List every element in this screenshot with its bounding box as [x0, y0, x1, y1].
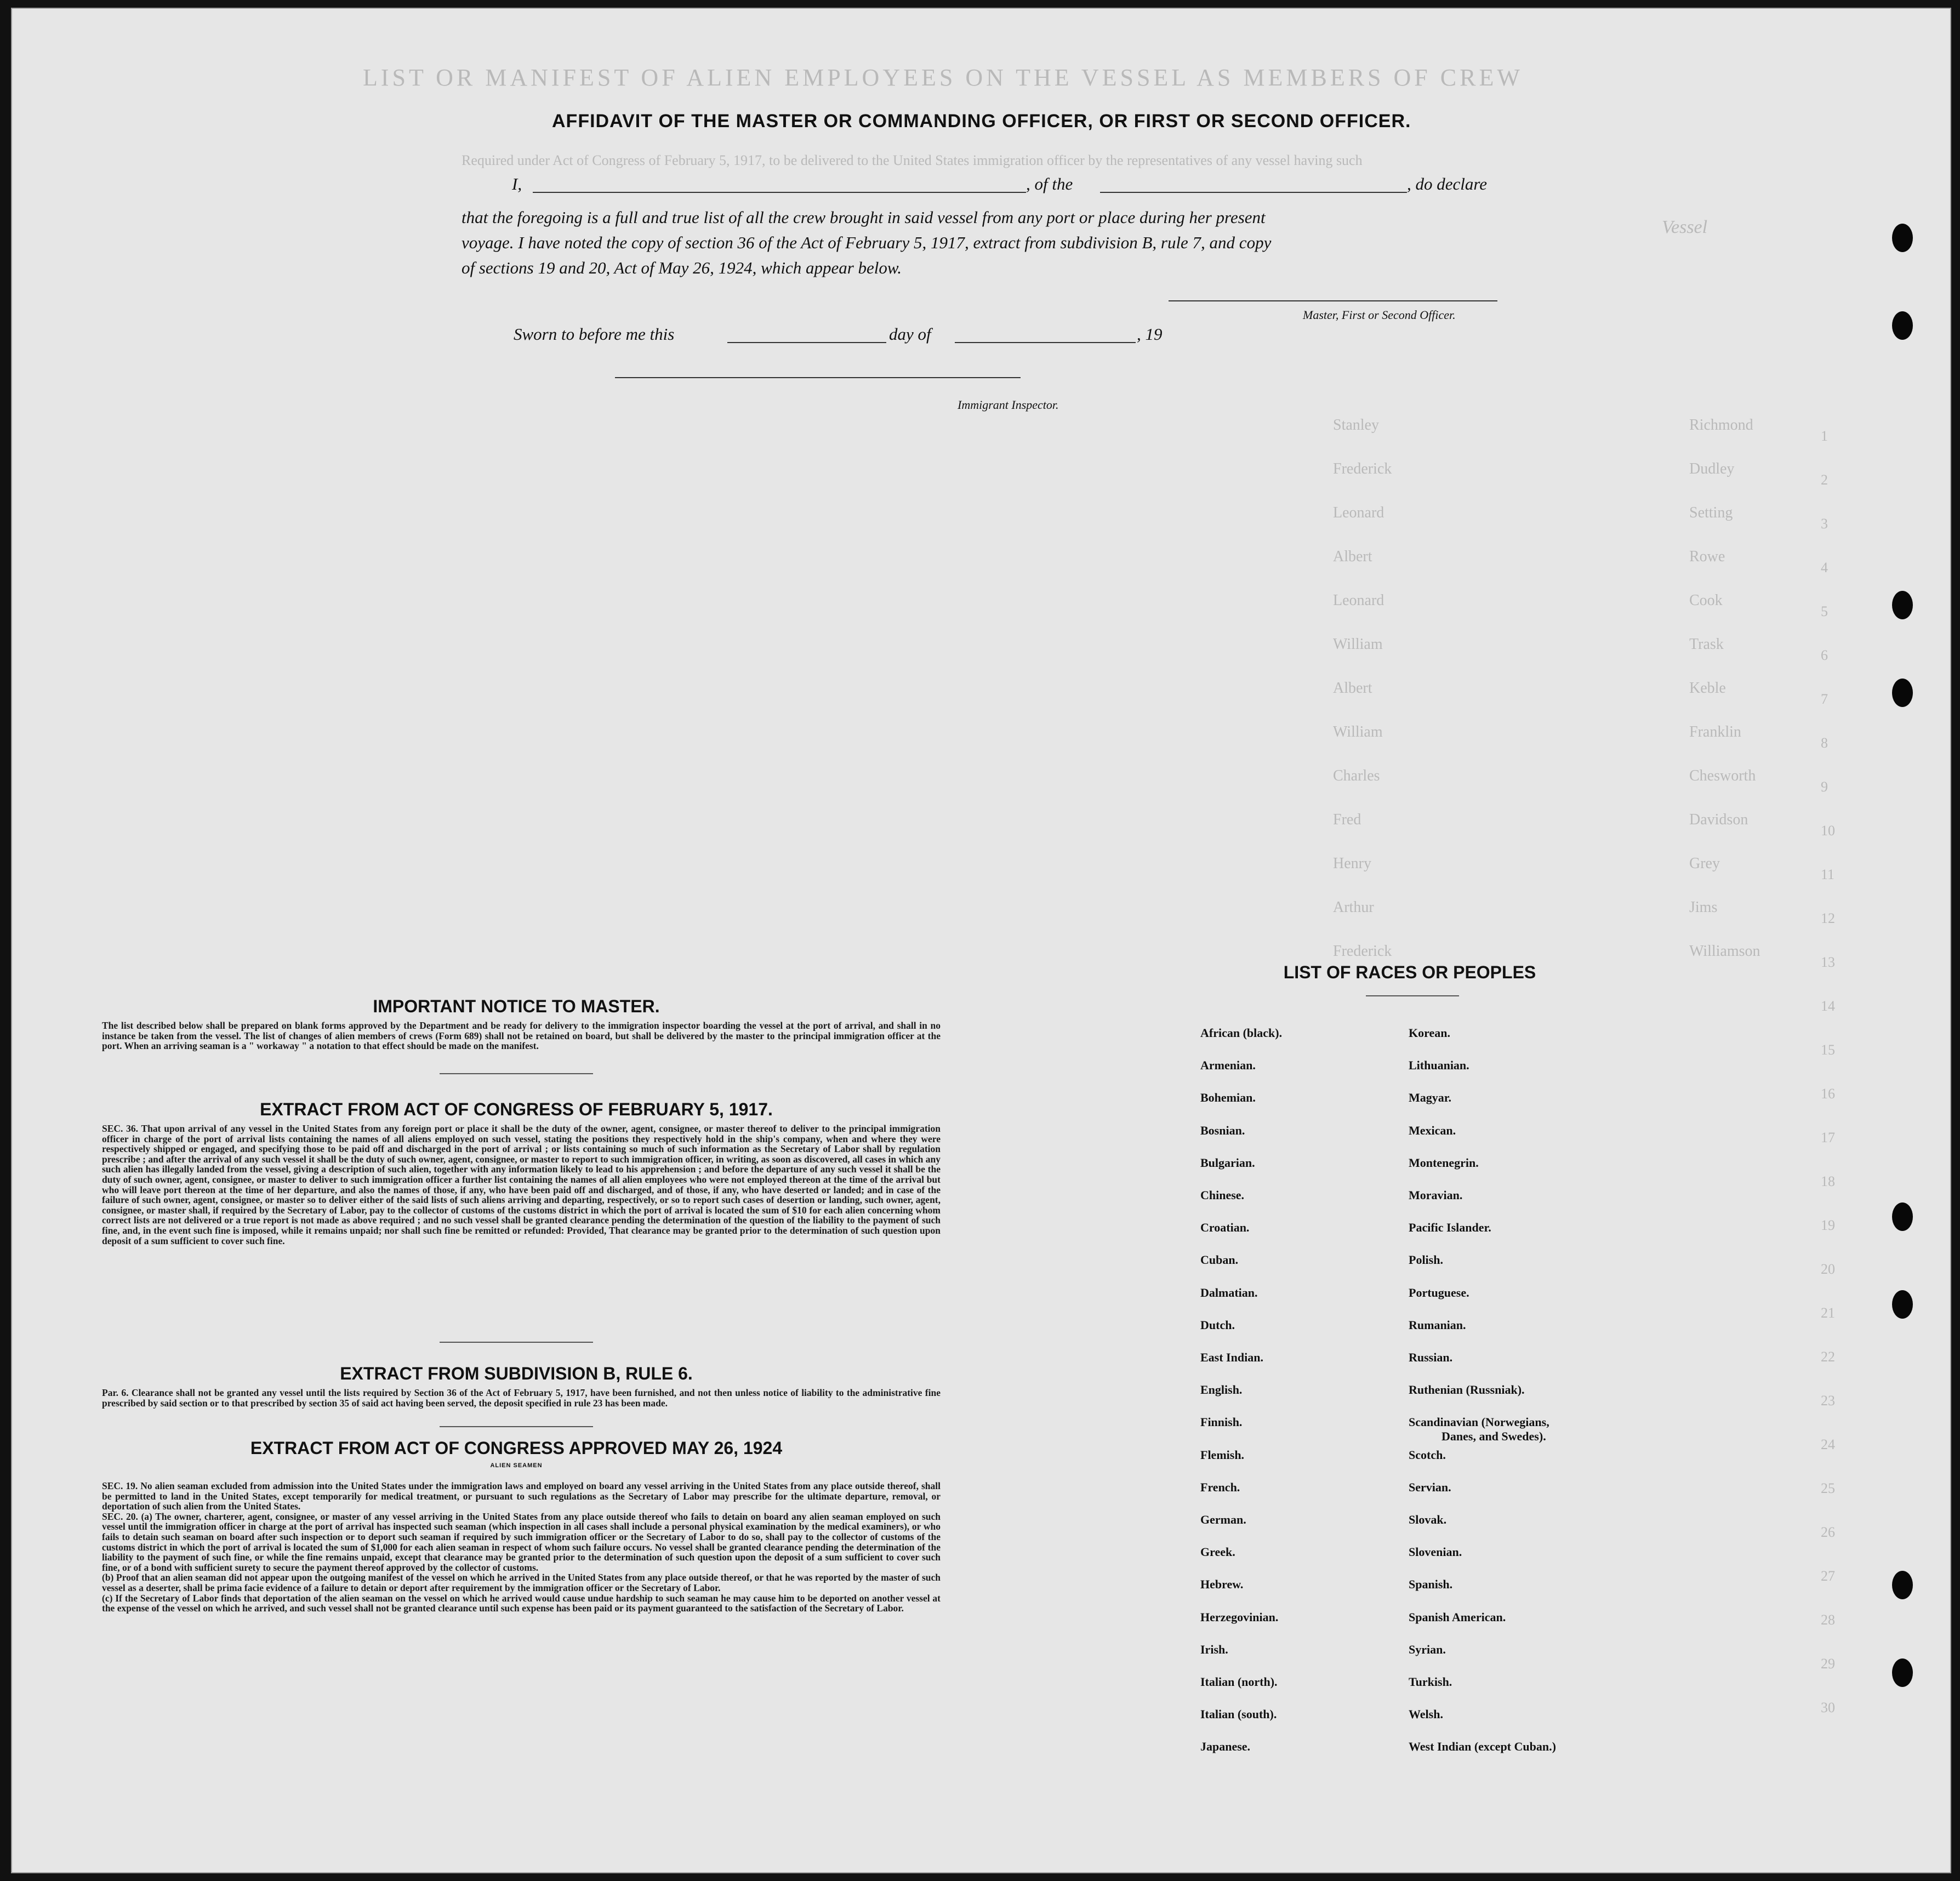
sec-20a-text: SEC. 20. (a) The owner, charterer, agent, consignee, or master of any vessel arriving in the United States from any place outside thereof who fails to detain on board any alien seaman employed on such vessel until the immigration officer in charge at the port of arrival has inspected such seaman (which inspection in all cases shall include a personal physical examination by the medical examiners), or who fails to detain such seaman on board after such inspection or to deport such seaman if required by such immigration officer or the Secretary of Labor to do so, shall pay to the collector of customs of the customs district in which the port of arrival is located the sum of $1,000 for each alien seaman in respect of whom such failure occurs. No vessel shall be granted clearance pending the determination of the liability to the payment of such fine, or while the fine remains unpaid, except that clearance may be granted prior to the determination of such question upon the deposit of a sum sufficient to cover such fine, or of a bond with sufficient surety to secure the payment thereof approved by the collector of customs. [102, 1511, 941, 1573]
sec-20b-text: (b) Proof that an alien seaman did not appear upon the outgoing manifest of the vessel on which he arrived in the United States from any place outside thereof, or that he was reported by the master of such vessel as a deserter, shall be prima facie evidence of a failure to detain or deport after requirement by the immigration officer or the Secretary of Labor. [102, 1572, 941, 1593]
extract-1924-subtitle: ALIEN SEAMEN [490, 1462, 543, 1469]
race-item: Scandinavian (Norwegians, Danes, and Swedes). [1409, 1415, 1549, 1444]
punch-hole [1892, 679, 1913, 707]
bleed-through-column: Stanley Frederick Leonard Albert Leonard William Albert William Charles Fred Henry Arthur Frederick [1333, 417, 1392, 960]
sec-19-text: SEC. 19. No alien seaman excluded from admission into the United States under the immigration laws and employed on board any vessel arriving in the United States from any place outside thereof, shall be permitted to land in the United States, except temporarily for medical treatment, or pursuant to such regulations as the Secretary of Labor may prescribe for the ultimate departure, removal, or deportation of such alien from the United States. [102, 1480, 941, 1512]
extract-1924-body [102, 1481, 941, 1614]
affidavit-i-label: I, [512, 174, 522, 193]
race-item: Pacific Islander. [1409, 1221, 1491, 1235]
punch-hole [1892, 1290, 1913, 1319]
race-item: Spanish. [1409, 1577, 1453, 1592]
section-divider [440, 1342, 593, 1343]
race-item: Armenian. [1200, 1058, 1256, 1073]
name-blank-line[interactable] [533, 192, 1026, 193]
race-item: Portuguese. [1409, 1285, 1469, 1299]
affidavit-declaration [461, 205, 1558, 281]
bleed-through-numbers: 1 2 3 4 5 6 7 8 9 10 11 12 13 14 15 16 17 18 19 20 21 22 23 24 25 26 27 28 29 30 [1821, 428, 1835, 1715]
race-item: Cuban. [1200, 1253, 1239, 1267]
day-of-label: day of [889, 324, 931, 344]
punch-hole [1892, 1571, 1913, 1599]
race-item: Spanish American. [1409, 1610, 1506, 1624]
vessel-blank-line[interactable] [1100, 192, 1407, 193]
race-item: Polish. [1409, 1253, 1443, 1267]
bleed-through-heading: LIST OR MANIFEST OF ALIEN EMPLOYEES ON THE VESSEL AS MEMBERS OF CREW [363, 64, 1523, 91]
race-item: Croatian. [1200, 1221, 1250, 1235]
race-item: Montenegrin. [1409, 1155, 1479, 1170]
race-item: Bulgarian. [1200, 1155, 1255, 1170]
race-item: Scotch. [1409, 1447, 1446, 1462]
punch-hole [1892, 1658, 1913, 1687]
punch-hole [1892, 224, 1913, 252]
race-item: Bohemian. [1200, 1091, 1256, 1105]
sworn-day-line[interactable] [727, 342, 886, 343]
race-item: Italian (south). [1200, 1707, 1277, 1722]
race-item: Slovenian. [1409, 1545, 1462, 1559]
race-item: Servian. [1409, 1480, 1451, 1494]
declaration-line-1: that the foregoing is a full and true list of all the crew brought in said vessel from any port or place during her present [461, 208, 1266, 227]
sworn-month-line[interactable] [955, 342, 1136, 343]
race-item: Chinese. [1200, 1188, 1245, 1202]
race-item: Lithuanian. [1409, 1058, 1469, 1073]
race-item: Turkish. [1409, 1675, 1452, 1689]
race-item: Slovak. [1409, 1513, 1447, 1526]
sworn-label: Sworn to before me this [514, 324, 675, 344]
notice-text: The list described below shall be prepared on blank forms approved by the Department and be ready for delivery to the immigration inspector boarding the vessel at the port of arrival, and shall in no instance be taken from the vessel. The list of changes of alien members of crews (Form 689) shall not be retained on board, but shall be delivered by the master to the principal immigration officer at the port. When an arriving seaman is a " workaway " a notation to that effect should be made on the manifest. [102, 1020, 941, 1052]
affidavit-title: AFFIDAVIT OF THE MASTER OR COMMANDING OFFICER, OR FIRST OR SECOND OFFICER. [552, 111, 1411, 132]
officer-signature-label: Master, First or Second Officer. [1303, 308, 1456, 322]
race-item: Korean. [1409, 1026, 1450, 1040]
race-item: Japanese. [1200, 1740, 1251, 1754]
race-item: West Indian (except Cuban.) [1409, 1740, 1556, 1754]
race-item: Herzegovinian. [1200, 1610, 1279, 1624]
race-item: Mexican. [1409, 1123, 1456, 1137]
race-item: Russian. [1409, 1350, 1453, 1364]
punch-hole [1892, 311, 1913, 340]
races-title: LIST OF RACES OR PEOPLES [1283, 962, 1536, 982]
race-item: African (black). [1200, 1026, 1283, 1040]
extract-1924-title: EXTRACT FROM ACT OF CONGRESS APPROVED MAY 26, 1924 [250, 1438, 783, 1458]
section-divider [1366, 995, 1459, 996]
bleed-through-line: Required under Act of Congress of February 5, 1917, to be delivered to the United States immigration officer by the representatives of any vessel having such [461, 152, 1363, 168]
affidavit-do-declare: , do declare [1407, 174, 1488, 193]
race-item: Dutch. [1200, 1318, 1235, 1332]
bleed-through-column-2: Richmond Dudley Setting Rowe Cook Trask Keble Franklin Chesworth Davidson Grey Jims Williamson [1689, 417, 1760, 960]
race-item: Dalmatian. [1200, 1285, 1258, 1299]
race-item: Magyar. [1409, 1091, 1452, 1105]
race-item: Ruthenian (Russniak). [1409, 1383, 1525, 1397]
race-item: Welsh. [1409, 1707, 1443, 1722]
extract-1917-text: SEC. 36. That upon arrival of any vessel in the United States from any foreign port or place it shall be the duty of the owner, agent, consignee, or master thereof to deliver to the principal immigration officer in charge of the port of arrival lists containing the names of all aliens employed on such vessel, stating the positions they respectively hold in the ship's company, when and where they were respectively shipped or engaged, and specifying those to be paid off and discharged in the port of arrival ; or lists containing so much of such information as the Secretary of Labor shall by regulation prescribe ; and after the arrival of any such vessel it shall be the duty of such owner, agent, consignee, or master to report to such immigration officer, in writing, as soon as discovered, all cases in which any such alien has illegally landed from the vessel, giving a description of such alien, together with any information likely to lead to his apprehension ; and before the departure of any such vessel it shall be the duty of such owner, agent, consignee, or master to deliver to such immigration officer a further list containing the names of all alien employees who were not employed thereon at the time of the arrival but who will leave port thereon at the time of her departure, and also the names of those, if any, who have been paid off and discharged, and of those, if any, who have deserted or landed; and in case of the failure of such owner, agent, consignee, or master so to deliver either of the said lists of such aliens arriving and departing, respectively, or so to report such cases of desertion or landing, such owner, agent, consignee, or master shall, if required by the Secretary of Labor, pay to the collector of customs of the customs district in which the port of arrival is located the sum of $10 for each alien concerning whom correct lists are not delivered or a true report is not made as above required ; and no such vessel shall be granted clearance pending the determination of the question of the liability to the payment of such fine, and, in the event such fine is imposed, while it remains unpaid; nor shall such fine be remitted or refunded: Provided, That clearance may be granted prior to the determination of such question upon deposit of a sum sufficient to cover such fine. [102, 1123, 941, 1246]
race-item: East Indian. [1200, 1350, 1263, 1364]
race-item: French. [1200, 1480, 1240, 1494]
rule6-title: EXTRACT FROM SUBDIVISION B, RULE 6. [340, 1364, 693, 1383]
sec-20c-text: (c) If the Secretary of Labor finds that deportation of the alien seaman on the vessel on which he arrived would cause undue hardship to such seaman he may cause him to be deported on another vessel at the expense of the vessel on which he arrived, and such vessel shall not be granted clearance until such expense has been paid or its payment guaranteed to the satisfaction of the Secretary of Labor. [102, 1592, 941, 1614]
bleed-through-vessel: Vessel [1662, 217, 1708, 237]
race-item: Hebrew. [1200, 1577, 1244, 1592]
punch-hole [1892, 1202, 1913, 1231]
race-item: Rumanian. [1409, 1318, 1466, 1332]
inspector-label: Immigrant Inspector. [958, 398, 1059, 412]
affidavit-of-the: , of the [1026, 174, 1073, 193]
document-page [11, 8, 1951, 1873]
declaration-line-2: voyage. I have noted the copy of section 36 of the Act of February 5, 1917, extract from subdivision B, rule 7, and copy [461, 233, 1272, 252]
race-item: German. [1200, 1513, 1246, 1526]
officer-signature-line[interactable] [1169, 300, 1497, 301]
declaration-line-3: of sections 19 and 20, Act of May 26, 1924, which appear below. [461, 258, 902, 277]
race-item: English. [1200, 1383, 1243, 1397]
race-item: Syrian. [1409, 1642, 1446, 1656]
notice-title: IMPORTANT NOTICE TO MASTER. [373, 996, 660, 1016]
race-item: Finnish. [1200, 1415, 1243, 1429]
inspector-signature-line[interactable] [615, 377, 1021, 378]
extract-1917-title: EXTRACT FROM ACT OF CONGRESS OF FEBRUARY 5, 1917. [260, 1099, 773, 1119]
year-label: , 19 [1137, 324, 1163, 344]
punch-hole [1892, 591, 1913, 619]
section-divider [440, 1073, 593, 1074]
race-item: Italian (north). [1200, 1675, 1278, 1689]
race-item: Flemish. [1200, 1447, 1245, 1462]
race-item: Moravian. [1409, 1188, 1463, 1202]
race-item: Irish. [1200, 1642, 1228, 1656]
section-divider [440, 1426, 593, 1427]
rule6-text: Par. 6. Clearance shall not be granted any vessel until the lists required by Section 36 of the Act of February 5, 1917, have been furnished, and not then unless notice of liability to the administrative fine prescribed by said section or to that prescribed by section 35 of said act having been served, the deposit specified in rule 23 has been made. [102, 1387, 941, 1409]
race-item: Bosnian. [1200, 1123, 1245, 1137]
race-item: Greek. [1200, 1545, 1235, 1559]
